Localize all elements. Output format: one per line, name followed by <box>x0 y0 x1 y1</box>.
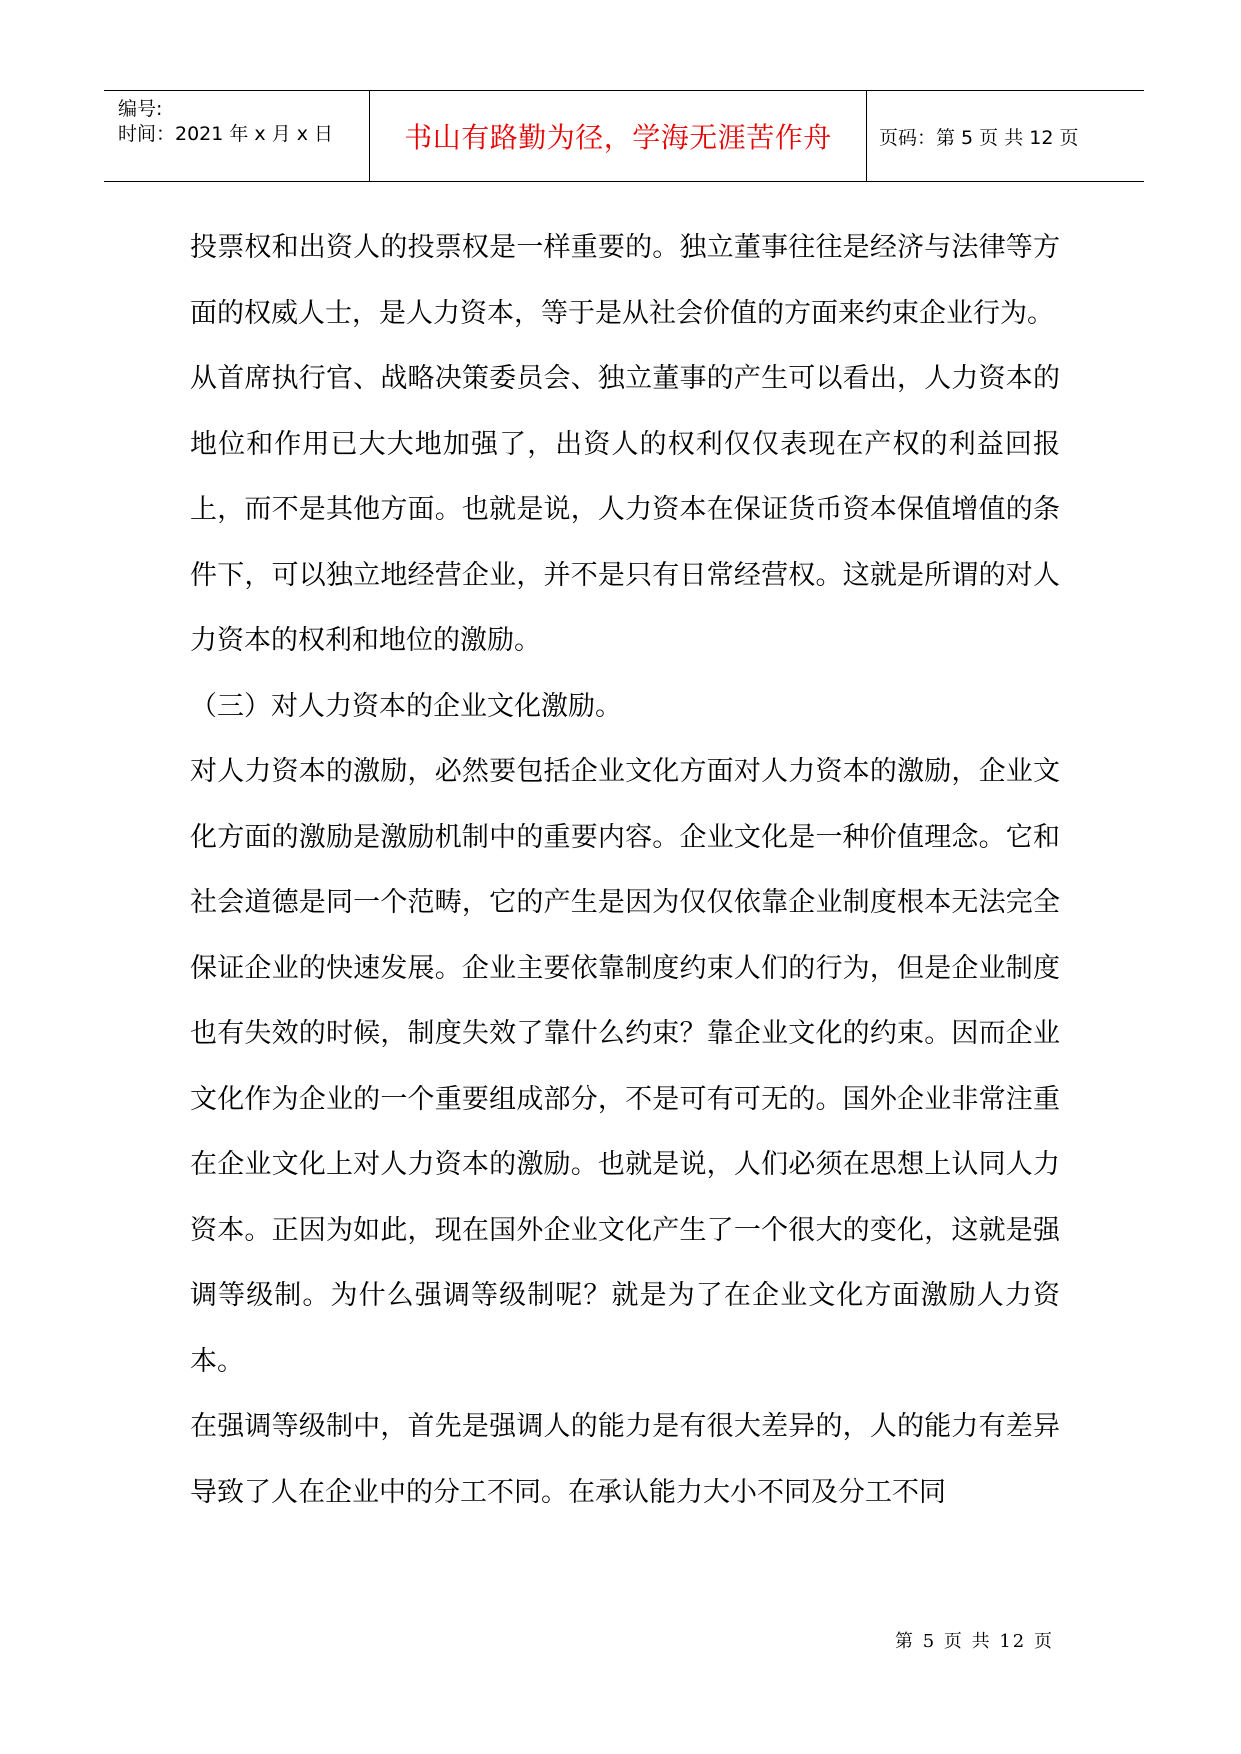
header-right-cell <box>867 91 1144 181</box>
header-left-cell <box>104 91 369 181</box>
header-page-code: 页码：第 5 页 共 12 页 <box>879 126 1079 149</box>
header-motto: 书山有路勤为径，学海无涯苦作舟 <box>404 121 832 154</box>
page-footer: 第 5 页 共 12 页 <box>895 1631 1054 1652</box>
body-text <box>190 215 1060 1525</box>
document-time: 时间：2021 年 x 月 x 日 <box>118 123 334 145</box>
page-header-table <box>104 90 1144 182</box>
paragraph: 在强调等级制中，首先是强调人的能力是有很大差异的，人的能力有差异导致了人在企业中的分工不同。在承认能力大小不同及分工不同 <box>190 1411 1060 1508</box>
paragraph: 从首席执行官、战略决策委员会、独立董事的产生可以看出，人力资本的地位和作用已大大地加强了，出资人的权利仅仅表现在产权的利益回报上，而不是其他方面。也就是说，人力资本在保证货币资本保值增值的条件下，可以独立地经营企业，并不是只有日常经营权。这就是所谓的对人力资本的权利和地位的激励。 <box>190 363 1060 656</box>
section-heading: （三）对人力资本的企业文化激励。 <box>190 690 622 722</box>
paragraph: 投票权和出资人的投票权是一样重要的。独立董事往往是经济与法律等方面的权威人士，是人力资本，等于是从社会价值的方面来约束企业行为。 <box>190 232 1060 329</box>
header-middle-cell <box>369 91 867 181</box>
paragraph: 对人力资本的激励，必然要包括企业文化方面对人力资本的激励，企业文化方面的激励是激励机制中的重要内容。企业文化是一种价值理念。它和社会道德是同一个范畴，它的产生是因为仅仅依靠企业制度根本无法完全保证企业的快速发展。企业主要依靠制度约束人们的行为，但是企业制度也有失效的时候，制度失效了靠什么约束？靠企业文化的约束。因而企业文化作为企业的一个重要组成部分，不是可有可无的。国外企业非常注重在企业文化上对人力资本的激励。也就是说，人们必须在思想上认同人力资本。正因为如此，现在国外企业文化产生了一个很大的变化，这就是强调等级制。为什么强调等级制呢？就是为了在企业文化方面激励人力资本。 <box>190 756 1060 1377</box>
document-number-label: 编号: <box>118 98 163 120</box>
